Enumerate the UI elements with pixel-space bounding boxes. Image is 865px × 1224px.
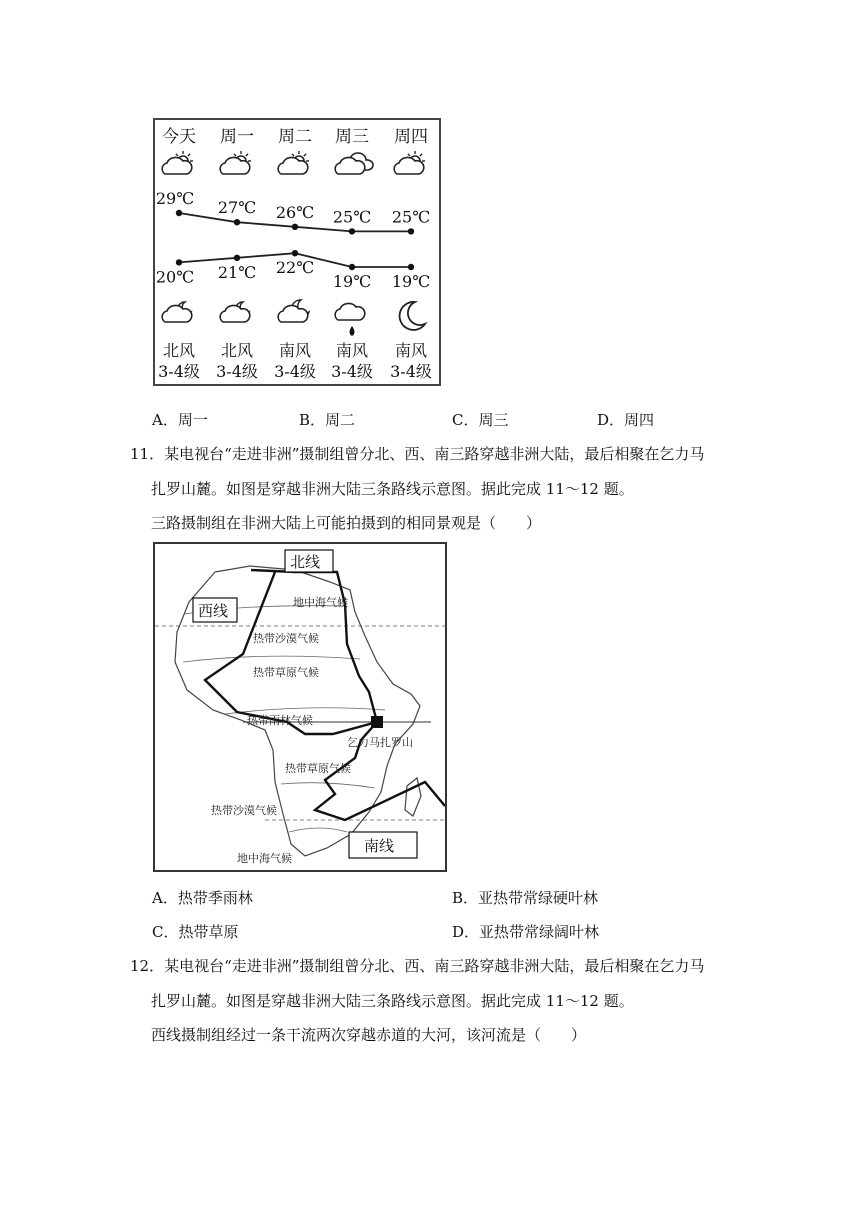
q11-question: 三路摄制组在非洲大陆上可能拍摄到的相同景观是（ ） — [151, 514, 542, 532]
low-temp-point — [234, 255, 240, 261]
climate-label-desert-north: 热带沙漠气候 — [253, 632, 319, 645]
wind-direction: 北风 — [162, 341, 196, 360]
wind-direction: 南风 — [335, 341, 369, 360]
wind-level: 3-4级 — [216, 362, 258, 381]
wind-level: 3-4级 — [331, 362, 373, 381]
q12-stem-line2: 扎罗山麓。如图是穿越非洲大陆三条路线示意图。据此完成 11～12 题。 — [151, 992, 634, 1010]
sun-behind-cloud-icon — [394, 151, 425, 174]
kilimanjaro-marker — [371, 716, 383, 728]
q11-option-a[interactable]: A．热带季雨林 — [152, 889, 253, 907]
kilimanjaro-label: 乞力马扎罗山 — [347, 736, 413, 749]
q11-option-b[interactable]: B．亚热带常绿硬叶林 — [452, 889, 599, 907]
q11-stem-line1: 11．某电视台“走进非洲”摄制组曾分北、西、南三路穿越非洲大陆，最后相聚在乞力马 — [130, 445, 705, 463]
q10-option-d[interactable]: D．周四 — [597, 411, 655, 429]
low-temp-label: 19℃ — [332, 272, 372, 291]
low-temp-point — [349, 264, 355, 270]
crescent-moon-icon — [400, 302, 425, 330]
moon-cloud-icon — [278, 300, 309, 322]
low-temp-label: 19℃ — [391, 272, 431, 291]
low-temp-point — [176, 259, 182, 265]
climate-label-savanna-north: 热带草原气候 — [253, 666, 319, 679]
sun-behind-cloud-icon — [220, 151, 251, 174]
high-temp-label: 26℃ — [275, 202, 315, 222]
north-route-line — [251, 570, 377, 722]
wind-level: 3-4级 — [390, 362, 432, 381]
day-label: 周三 — [335, 127, 369, 147]
south-route-label: 南线 — [364, 837, 395, 855]
wind-direction: 南风 — [278, 341, 312, 360]
high-temp-label: 25℃ — [391, 207, 431, 227]
high-temp-point — [292, 224, 298, 230]
high-temp-label: 25℃ — [332, 207, 372, 227]
low-temp-point — [408, 264, 414, 270]
climate-boundary-sahel — [183, 656, 360, 662]
low-temp-label: 21℃ — [217, 262, 257, 282]
climate-label-mediterranean-north: 地中海气候 — [293, 596, 348, 609]
africa-map-svg — [155, 544, 445, 870]
sun-behind-cloud-icon — [162, 151, 193, 174]
wind-direction: 南风 — [394, 341, 428, 360]
low-temp-point — [292, 250, 298, 256]
high-temp-label: 29℃ — [155, 189, 195, 208]
cloudy-night-icon — [220, 302, 250, 322]
low-temp-label: 22℃ — [275, 258, 315, 278]
q12-question: 西线摄制组经过一条干流两次穿越赤道的大河，该河流是（ ） — [151, 1026, 587, 1044]
day-label: 周二 — [278, 127, 312, 147]
wind-level: 3-4级 — [274, 362, 316, 381]
q11-option-d[interactable]: D．亚热带常绿阔叶林 — [452, 923, 600, 941]
q10-option-c[interactable]: C．周三 — [452, 411, 509, 429]
high-temp-point — [234, 219, 240, 225]
climate-label-savanna-south: 热带草原气候 — [285, 762, 351, 775]
rain-cloud-icon — [335, 303, 365, 336]
west-route-label: 西线 — [198, 602, 229, 620]
low-temp-label: 20℃ — [155, 267, 195, 287]
day-label: 周一 — [220, 127, 254, 147]
high-temp-label: 27℃ — [217, 198, 257, 218]
madagascar-island — [405, 778, 421, 816]
q11-stem-line2: 扎罗山麓。如图是穿越非洲大陆三条路线示意图。据此完成 11～12 题。 — [151, 480, 634, 498]
climate-label-mediterranean-south: 地中海气候 — [237, 852, 292, 865]
cloudy-night-icon — [162, 302, 192, 322]
sun-behind-cloud-icon — [278, 151, 309, 174]
high-temp-point — [349, 228, 355, 234]
q10-option-a[interactable]: A．周一 — [152, 411, 208, 429]
high-temp-point — [176, 210, 182, 216]
day-label: 周四 — [394, 127, 428, 147]
weather-forecast-figure — [153, 118, 441, 386]
high-temp-point — [408, 228, 414, 234]
day-label: 今天 — [162, 127, 196, 147]
climate-boundary-cape — [289, 828, 347, 832]
wind-level: 3-4级 — [158, 362, 200, 381]
weather-forecast-chart — [155, 120, 439, 384]
climate-label-rainforest: 热带雨林气候 — [247, 714, 313, 727]
north-route-label: 北线 — [290, 553, 321, 571]
wind-direction: 北风 — [220, 341, 254, 360]
q11-option-c[interactable]: C．热带草原 — [152, 923, 239, 941]
q12-stem-line1: 12．某电视台“走进非洲”摄制组曾分北、西、南三路穿越非洲大陆，最后相聚在乞力马 — [130, 957, 705, 975]
q10-option-b[interactable]: B．周二 — [299, 411, 356, 429]
africa-routes-map — [153, 542, 447, 872]
climate-label-desert-south: 热带沙漠气候 — [211, 804, 277, 817]
cloudy-icon — [335, 153, 373, 174]
